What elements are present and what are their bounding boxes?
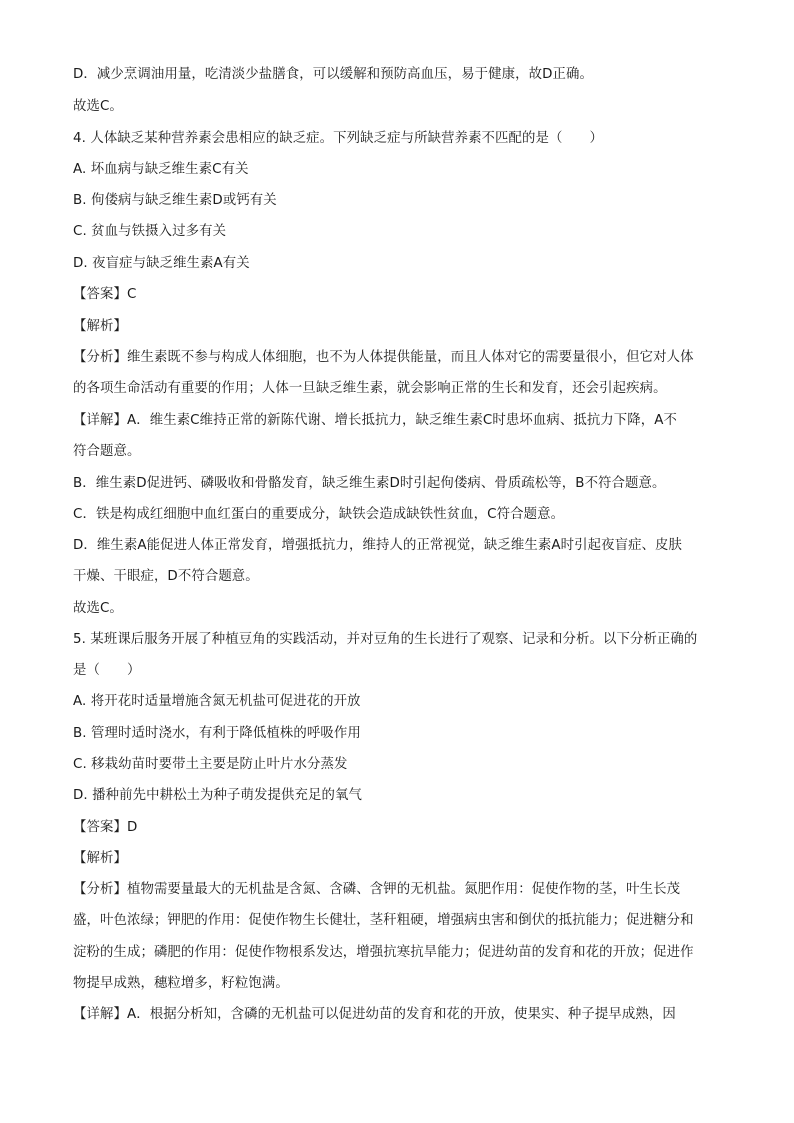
question-5-option-c: C. 移栽幼苗时要带土主要是防止叶片水分蒸发 (73, 757, 348, 772)
question-4-option-b: B. 佝偻病与缺乏维生素D或钙有关 (73, 193, 277, 208)
question-4-detail-line: 符合题意。 (73, 444, 141, 459)
question-5-analysis-line: 物提早成熟，穗粒增多，籽粒饱满。 (73, 976, 289, 991)
question-4-option-c: C. 贫血与铁摄入过多有关 (73, 224, 227, 239)
question-4-option-d: D. 夜盲症与缺乏维生素A有关 (73, 256, 250, 271)
question-4-analysis-line: 【分析】维生素既不参与构成人体细胞，也不为人体提供能量，而且人体对它的需要量很小，但它对人体 (73, 350, 694, 365)
question-5-option-b: B. 管理时适时浇水，有利于降低植株的呼吸作用 (73, 726, 361, 741)
question-5-option-a: A. 将开花时适量增施含氮无机盐可促进花的开放 (73, 694, 361, 709)
question-4-analysis-line: 的各项生命活动有重要的作用；人体一旦缺乏维生素，就会影响正常的生长和发育，还会引起疾病。 (73, 381, 667, 396)
question-5-detail-line: 【详解】A．根据分析知，含磷的无机盐可以促进幼苗的发育和花的开放，使果实、种子提早成熟，因 (73, 1007, 676, 1022)
question-4-detail-line: B．维生素D促进钙、磷吸收和骨骼发育，缺乏维生素D时引起佝偻病、骨质疏松等，B不符合题意。 (73, 476, 666, 491)
question-4-answer: 【答案】C (73, 287, 137, 302)
question-4-stem: 4. 人体缺乏某种营养素会患相应的缺乏症。下列缺乏症与所缺营养素不匹配的是（ ） (73, 131, 603, 146)
question-5-analysis-line: 淀粉的生成；磷肥的作用：促使作物根系发达，增强抗寒抗旱能力；促进幼苗的发育和花的开放；促进作 (73, 945, 694, 960)
question-5-stem: 5. 某班课后服务开展了种植豆角的实践活动，并对豆角的生长进行了观察、记录和分析。以下分析正确的 (73, 632, 698, 647)
question-5-answer: 【答案】D (73, 820, 138, 835)
option-d-explanation: D．减少烹调油用量，吃清淡少盐膳食，可以缓解和预防高血压，易于健康，故D正确。 (73, 67, 593, 82)
question-5-analysis-heading: 【解析】 (73, 851, 127, 866)
answer-conclusion: 故选C。 (73, 99, 123, 114)
question-4-detail-line: C．铁是构成红细胞中血红蛋白的重要成分，缺铁会造成缺铁性贫血，C符合题意。 (73, 507, 565, 522)
question-4-detail-line: 干燥、干眼症，D不符合题意。 (73, 569, 259, 584)
question-5-option-d: D. 播种前先中耕松土为种子萌发提供充足的氧气 (73, 788, 362, 803)
question-5-stem: 是（ ） (73, 663, 141, 678)
question-4-analysis-heading: 【解析】 (73, 319, 127, 334)
answer-conclusion: 故选C。 (73, 601, 123, 616)
question-4-detail-line: 【详解】A．维生素C维持正常的新陈代谢、增长抵抗力，缺乏维生素C时患坏血病、抵抗力下降，A不 (73, 413, 678, 428)
question-5-analysis-line: 盛，叶色浓绿；钾肥的作用：促使作物生长健壮，茎秆粗硬，增强病虫害和倒伏的抵抗能力；促进糖分和 (73, 913, 694, 928)
question-4-option-a: A. 坏血病与缺乏维生素C有关 (73, 162, 249, 177)
question-5-analysis-line: 【分析】植物需要量最大的无机盐是含氮、含磷、含钾的无机盐。氮肥作用：促使作物的茎，叶生长茂 (73, 882, 681, 897)
question-4-detail-line: D．维生素A能促进人体正常发育，增强抵抗力，维持人的正常视觉，缺乏维生素A时引起夜盲症、皮肤 (73, 538, 683, 553)
